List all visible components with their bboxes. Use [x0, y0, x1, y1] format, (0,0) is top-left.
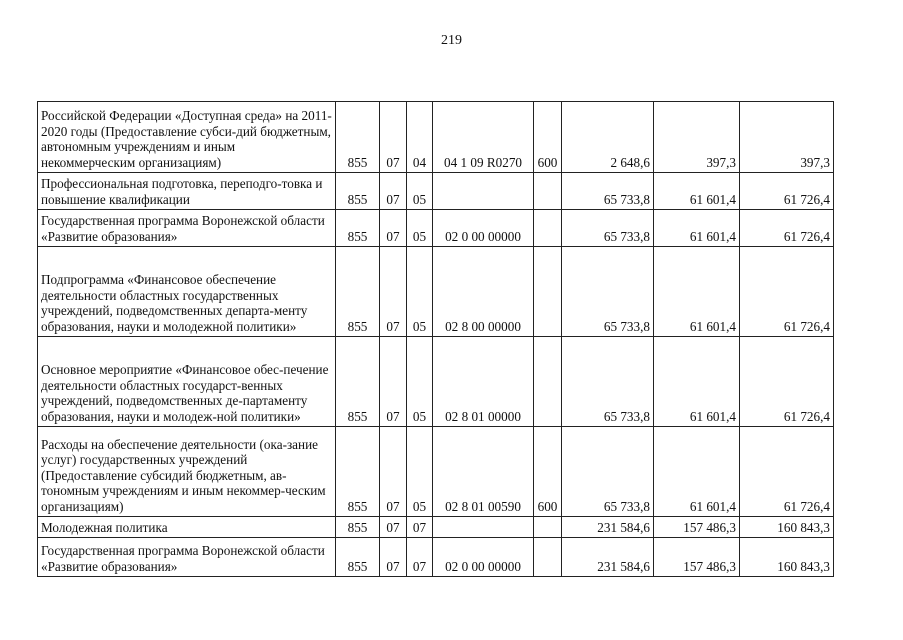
section-cell: 07: [380, 210, 407, 247]
expense-type-cell: [534, 247, 562, 337]
grbs-cell: 855: [336, 173, 380, 210]
amount-year3-cell: 61 726,4: [740, 210, 834, 247]
grbs-cell: 855: [336, 427, 380, 517]
grbs-cell: 855: [336, 517, 380, 538]
amount-year2-cell: 61 601,4: [654, 247, 740, 337]
table-row: [38, 210, 834, 247]
section-cell: 07: [380, 102, 407, 173]
expense-type-cell: [534, 337, 562, 427]
amount-year2-cell: 61 601,4: [654, 427, 740, 517]
target-article-cell: 02 8 01 00590: [433, 427, 534, 517]
amount-year1-cell: 231 584,6: [562, 517, 654, 538]
expense-type-cell: 600: [534, 427, 562, 517]
amount-year1-cell: 65 733,8: [562, 173, 654, 210]
grbs-cell: 855: [336, 247, 380, 337]
target-article-cell: 02 0 00 00000: [433, 210, 534, 247]
amount-year2-cell: 157 486,3: [654, 517, 740, 538]
subsection-cell: 05: [407, 427, 433, 517]
subsection-cell: 05: [407, 173, 433, 210]
target-article-cell: [433, 173, 534, 210]
amount-year1-cell: 65 733,8: [562, 247, 654, 337]
expense-type-cell: [534, 173, 562, 210]
section-cell: 07: [380, 247, 407, 337]
row-name-cell: Российской Федерации «Доступная среда» на 2011-2020 годы (Предоставление субси-дий бюджетным, автономным учреждениям и иным некоммерческим организациям): [38, 102, 336, 173]
amount-year1-cell: 65 733,8: [562, 210, 654, 247]
amount-year2-cell: 61 601,4: [654, 173, 740, 210]
amount-year3-cell: 160 843,3: [740, 517, 834, 538]
amount-year1-cell: 2 648,6: [562, 102, 654, 173]
expense-type-cell: [534, 538, 562, 577]
row-name-cell: Государственная программа Воронежской области «Развитие образования»: [38, 538, 336, 577]
target-article-cell: 02 8 00 00000: [433, 247, 534, 337]
table-row: [38, 102, 834, 173]
page-number: 219: [441, 33, 462, 48]
expense-type-cell: [534, 517, 562, 538]
amount-year1-cell: 65 733,8: [562, 337, 654, 427]
amount-year1-cell: 65 733,8: [562, 427, 654, 517]
row-name-cell: Профессиональная подготовка, переподго-товка и повышение квалификации: [38, 173, 336, 210]
subsection-cell: 07: [407, 538, 433, 577]
budget-table: [37, 101, 834, 577]
amount-year2-cell: 61 601,4: [654, 210, 740, 247]
amount-year2-cell: 157 486,3: [654, 538, 740, 577]
section-cell: 07: [380, 337, 407, 427]
amount-year1-cell: 231 584,6: [562, 538, 654, 577]
table-row: [38, 538, 834, 577]
section-cell: 07: [380, 173, 407, 210]
amount-year3-cell: 61 726,4: [740, 337, 834, 427]
table-row: [38, 337, 834, 427]
amount-year3-cell: 61 726,4: [740, 427, 834, 517]
grbs-cell: 855: [336, 102, 380, 173]
subsection-cell: 05: [407, 247, 433, 337]
subsection-cell: 07: [407, 517, 433, 538]
table-row: [38, 517, 834, 538]
grbs-cell: 855: [336, 538, 380, 577]
target-article-cell: [433, 517, 534, 538]
amount-year3-cell: 397,3: [740, 102, 834, 173]
section-cell: 07: [380, 538, 407, 577]
amount-year3-cell: 61 726,4: [740, 247, 834, 337]
target-article-cell: 04 1 09 R0270: [433, 102, 534, 173]
amount-year3-cell: 61 726,4: [740, 173, 834, 210]
row-name-cell: Основное мероприятие «Финансовое обес-печение деятельности областных государст-венных учреждений, подведомственных де-партаменту образования, науки и молодеж-ной политики»: [38, 337, 336, 427]
section-cell: 07: [380, 517, 407, 538]
row-name-cell: Государственная программа Воронежской области «Развитие образования»: [38, 210, 336, 247]
grbs-cell: 855: [336, 337, 380, 427]
subsection-cell: 04: [407, 102, 433, 173]
subsection-cell: 05: [407, 337, 433, 427]
table-row: [38, 247, 834, 337]
section-cell: 07: [380, 427, 407, 517]
table-row: [38, 427, 834, 517]
row-name-cell: Подпрограмма «Финансовое обеспечение деятельности областных государственных учреждений, подведомственных департа-менту образования, науки и молодежной политики»: [38, 247, 336, 337]
amount-year2-cell: 61 601,4: [654, 337, 740, 427]
row-name-cell: Расходы на обеспечение деятельности (ока-зание услуг) государственных учреждений (Предоставление субсидий бюджетным, ав-тономным учреждениям и иным некоммер-ческим организациям): [38, 427, 336, 517]
target-article-cell: 02 8 01 00000: [433, 337, 534, 427]
subsection-cell: 05: [407, 210, 433, 247]
row-name-cell: Молодежная политика: [38, 517, 336, 538]
amount-year2-cell: 397,3: [654, 102, 740, 173]
expense-type-cell: [534, 210, 562, 247]
table-row: [38, 173, 834, 210]
target-article-cell: 02 0 00 00000: [433, 538, 534, 577]
grbs-cell: 855: [336, 210, 380, 247]
amount-year3-cell: 160 843,3: [740, 538, 834, 577]
expense-type-cell: 600: [534, 102, 562, 173]
